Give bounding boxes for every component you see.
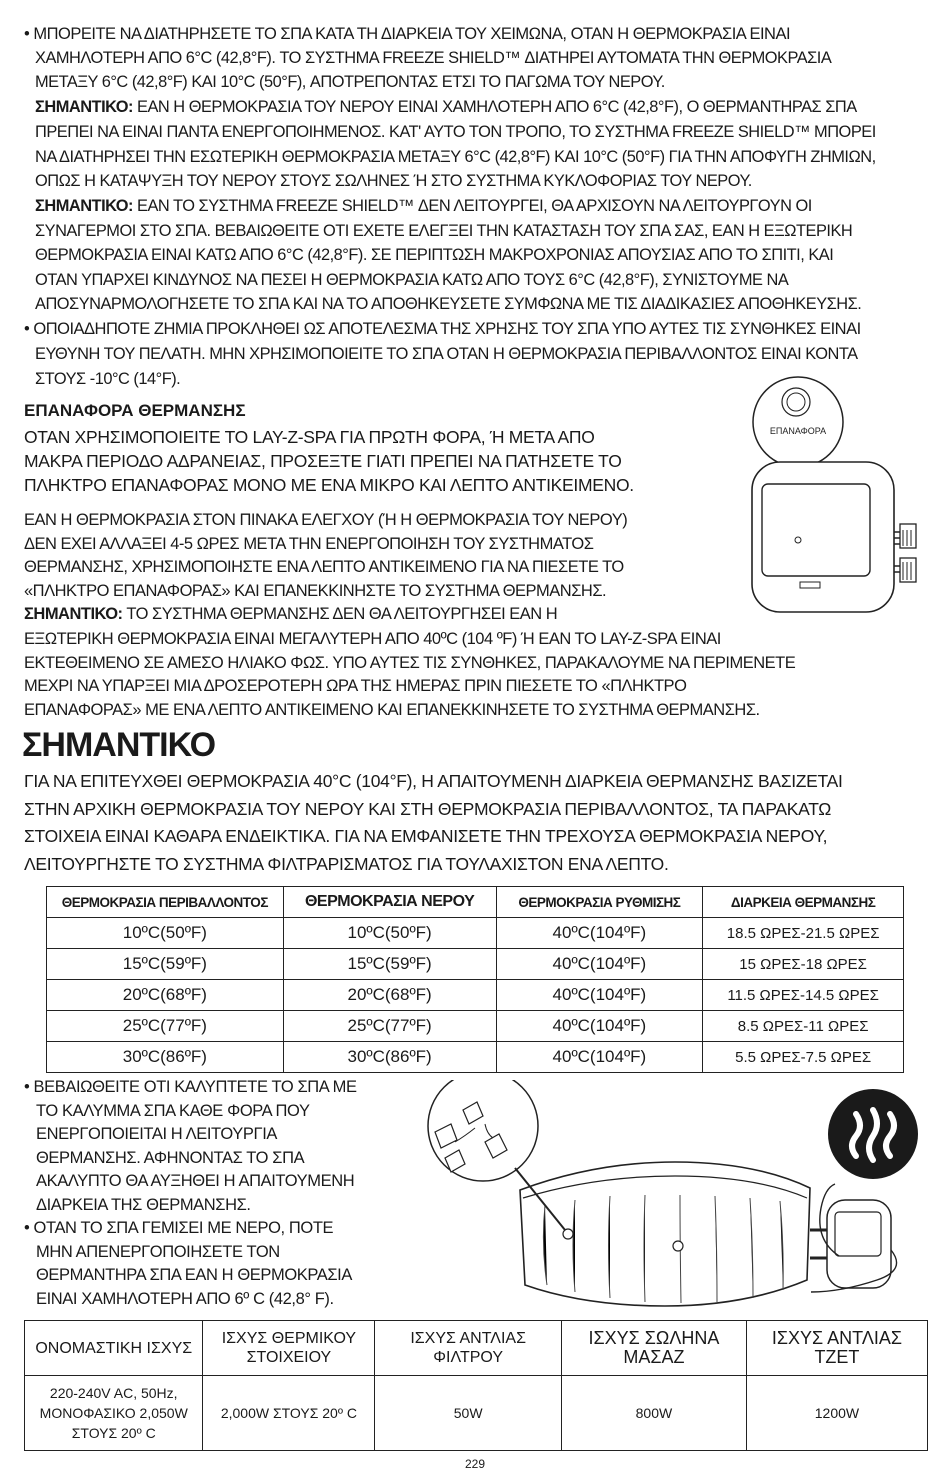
text-line: ΟΠΩΣ Η ΚΑΤΑΨΥΞΗ ΤΟΥ ΝΕΡΟΥ ΣΤΟΥΣ ΣΩΛΗΝΕΣ Ή ΣΤΟ ΣΥΣΤΗΜΑ ΚΥΚΛΟΦΟΡΙΑΣ ΤΟΥ ΝΕΡΟΥ. — [35, 172, 752, 190]
column-header: ΔΙΑΡΚΕΙΑ ΘΕΡΜΑΝΣΗΣ — [703, 887, 904, 918]
text-line — [35, 95, 930, 120]
table-row — [47, 980, 904, 1011]
column-header: ΘΕΡΜΟΚΡΑΣΙΑ ΡΥΘΜΙΣΗΣ — [496, 887, 703, 918]
text-line: ΠΡΕΠΕΙ ΝΑ ΕΙΝΑΙ ΠΑΝΤΑ ΕΝΕΡΓΟΠΟΙΗΜΕΝΟΣ. ΚΑΤ' ΑΥΤΟ ΤΟΝ ΤΡΟΠΟ, ΤΟ ΣΥΣΤΗΜΑ FREEZE SHIELD™ ΜΠΟΡΕΙ — [35, 123, 876, 141]
text-line — [24, 603, 627, 627]
text-line: ΜΕΤΑΞΥ 6°C (42,8°F) ΚΑΙ 10°C (50°F), ΑΠΟΤΡΕΠΟΝΤΑΣ ΕΤΣΙ ΤΟ ΠΑΓΩΜΑ ΤΟΥ ΝΕΡΟΥ. — [35, 73, 665, 91]
column-header: ΘΕΡΜΟΚΡΑΣΙΑ ΠΕΡΙΒΑΛΛΟΝΤΟΣ — [47, 887, 284, 918]
text-line: • ΜΠΟΡΕΙΤΕ ΝΑ ΔΙΑΤΗΡΗΣΕΤΕ ΤΟ ΣΠΑ ΚΑΤΑ ΤΗ ΔΙΑΡΚΕΙΑ ΤΟΥ ΧΕΙΜΩΝΑ, ΟΤΑΝ Η ΘΕΡΜΟΚΡΑΣΙΑ ΕΙΝΑΙ — [24, 25, 791, 43]
text-line: ΘΕΡΜΑΝΤΗΡΑ ΣΠΑ ΕΑΝ Η ΘΕΡΜΟΚΡΑΣΙΑ — [36, 1266, 352, 1284]
heater-reset-illustration — [740, 372, 940, 632]
text-line: ΑΠΟΣΥΝΑΡΜΟΛΟΓΗΣΕΤΕ ΤΟ ΣΠΑ ΚΑΙ ΝΑ ΤΟ ΑΠΟΘΗΚΕΥΣΕΤΕ ΣΥΜΦΩΝΑ ΜΕ ΤΙΣ ΔΙΑΔΙΚΑΣΙΕΣ ΑΠΟΘΗΚΕΥΣΗΣ. — [35, 295, 862, 313]
text-line: ΣΥΝΑΓΕΡΜΟΙ ΣΤΟ ΣΠΑ. ΒΕΒΑΙΩΘΕΙΤΕ ΟΤΙ ΕΧΕΤΕ ΕΛΕΓΞΕΙ ΤΗΝ ΚΑΤΑΣΤΑΣΗ ΤΟΥ ΣΠΑ ΣΑΣ, ΕΑΝ Η ΕΞΩΤΕΡΙΚΗ — [35, 222, 853, 240]
table-cell: 25ºC(77ºF) — [47, 1011, 284, 1042]
text-line: ΜΑΚΡΑ ΠΕΡΙΟΔΟ ΑΔΡΑΝΕΙΑΣ, ΠΡΟΣΕΞΤΕ ΓΙΑΤΙ ΠΡΕΠΕΙ ΝΑ ΠΑΤΗΣΕΤΕ ΤΟ — [24, 451, 622, 471]
table-row — [47, 949, 904, 980]
text-line: ΟΤΑΝ ΥΠΑΡΧΕΙ ΚΙΝΔΥΝΟΣ ΝΑ ΠΕΣΕΙ Η ΘΕΡΜΟΚΡΑΣΙΑ ΚΑΤΩ ΑΠΟ ΤΟΥΣ 6°C (42,8°F), ΣΥΝΙΣΤΟΥΜΕ ΝΑ — [35, 271, 789, 289]
text-line: ΛΕΙΤΟΥΡΓΗΣΤΕ ΤΟ ΣΥΣΤΗΜΑ ΦΙΛΤΡΑΡΙΣΜΑΤΟΣ ΓΙΑ ΤΟΥΛΑΧΙΣΤΟΝ ΕΝΑ ΛΕΠΤΟ. — [24, 853, 669, 874]
table-cell: 10ºC(50ºF) — [283, 918, 496, 949]
page-number: 229 — [464, 1457, 486, 1471]
text-line: ΕΝΕΡΓΟΠΟΙΕΙΤΑΙ Η ΛΕΙΤΟΥΡΓΙΑ — [36, 1125, 277, 1143]
column-header: ΟΝΟΜΑΣΤΙΚΗ ΙΣΧΥΣ — [25, 1321, 203, 1376]
table-cell: 5.5 ΩΡΕΣ-7.5 ΩΡΕΣ — [703, 1042, 904, 1073]
text-line: ΝΑ ΔΙΑΤΗΡΗΣΕΙ ΤΗΝ ΕΣΩΤΕΡΙΚΗ ΘΕΡΜΟΚΡΑΣΙΑ ΜΕΤΑΞΥ 6°C (42,8°F) ΚΑΙ 10°C (50°F) ΓΙΑ ΤΗΝ ΑΠΟΦΥΓΗ ΖΗΜΙΩΝ, — [35, 148, 876, 166]
text-line: ΣΤΟΥΣ -10°C (14°F). — [35, 370, 181, 388]
column-header: ΙΣΧΥΣ ΑΝΤΛΙΑΣ ΤΖΕΤ — [746, 1321, 927, 1376]
table-cell: 40ºC(104ºF) — [496, 918, 703, 949]
text-span: ΤΟ ΣΥΣΤΗΜΑ ΘΕΡΜΑΝΣΗΣ ΔΕΝ ΘΑ ΛΕΙΤΟΥΡΓΗΣΕΙ ΕΑΝ Η — [122, 605, 558, 623]
table-cell: 2,000W ΣΤΟΥΣ 20º C — [203, 1376, 375, 1451]
text-line: ΓΙΑ ΝΑ ΕΠΙΤΕΥΧΘΕΙ ΘΕΡΜΟΚΡΑΣΙΑ 40°C (104°F), Η ΑΠΑΙΤΟΥΜΕΝΗ ΔΙΑΡΚΕΙΑ ΘΕΡΜΑΝΣΗΣ ΒΑΣΙΖΕΤΑΙ — [24, 771, 843, 791]
text-line: ΔΕΝ ΕΧΕΙ ΑΛΛΑΞΕΙ 4-5 ΩΡΕΣ ΜΕΤΑ ΤΗΝ ΕΝΕΡΓΟΠΟΙΗΣΗ ΤΟΥ ΣΥΣΤΗΜΑΤΟΣ — [24, 534, 594, 553]
table-cell: 15ºC(59ºF) — [47, 949, 284, 980]
text-line: ΜΗΝ ΑΠΕΝΕΡΓΟΠΟΙΗΣΕΤΕ ΤΟΝ — [36, 1242, 280, 1261]
text-line: ΟΤΑΝ ΧΡΗΣΙΜΟΠΟΙΕΙΤΕ ΤΟ LAY-Z-SPA ΓΙΑ ΠΡΩΤΗ ΦΟΡΑ, Ή ΜΕΤΑ ΑΠΟ — [24, 427, 595, 447]
column-header: ΘΕΡΜΟΚΡΑΣΙΑ ΝΕΡΟΥ — [283, 887, 496, 918]
text-line: • ΒΕΒΑΙΩΘΕΙΤΕ ΟΤΙ ΚΑΛΥΠΤΕΤΕ ΤΟ ΣΠΑ ΜΕ — [24, 1078, 357, 1096]
table-cell: 800W — [561, 1376, 746, 1451]
text-line: ΕΠΑΝΑΦΟΡΑΣ» ΜΕ ΕΝΑ ΛΕΠΤΟ ΑΝΤΙΚΕΙΜΕΝΟ ΚΑΙ ΕΠΑΝΕΚΚΙΝΗΣΕΤΕ ΤΟ ΣΥΣΤΗΜΑ ΘΕΡΜΑΝΣΗΣ. — [24, 700, 760, 719]
table-cell: 40ºC(104ºF) — [496, 1011, 703, 1042]
table-cell: 20ºC(68ºF) — [47, 980, 284, 1011]
text-line: ΘΕΡΜΑΝΣΗΣ, ΧΡΗΣΙΜΟΠΟΙΗΣΤΕ ΕΝΑ ΛΕΠΤΟ ΑΝΤΙΚΕΙΜΕΝΟ ΓΙΑ ΝΑ ΠΙΕΣΕΤΕ ΤΟ — [24, 558, 624, 576]
important-paragraph — [24, 768, 843, 878]
important-heading: ΣΗΜΑΝΤΙΚΟ — [22, 726, 216, 764]
text-line: ΕΞΩΤΕΡΙΚΗ ΘΕΡΜΟΚΡΑΣΙΑ ΕΙΝΑΙ ΜΕΓΑΛΥΤΕΡΗ ΑΠΟ 40ºC (104 ºF) Ή ΕΑΝ ΤΟ LAY-Z-SPA ΕΙΝΑΙ — [24, 630, 721, 648]
important-label: ΣΗΜΑΝΤΙΚΟ: — [35, 98, 133, 116]
text-line: • ΟΠΟΙΑΔΗΠΟΤΕ ΖΗΜΙΑ ΠΡΟΚΛΗΘΕΙ ΩΣ ΑΠΟΤΕΛΕΣΜΑ ΤΗΣ ΧΡΗΣΗΣ ΤΟΥ ΣΠΑ ΥΠΟ ΑΥΤΕΣ ΤΙΣ ΣΥΝΘΗΚΕΣ ΕΙΝΑΙ — [24, 320, 861, 338]
important-label: ΣΗΜΑΝΤΙΚΟ: — [24, 605, 123, 623]
table-cell: 8.5 ΩΡΕΣ-11 ΩΡΕΣ — [703, 1011, 904, 1042]
table-cell: 25ºC(77ºF) — [283, 1011, 496, 1042]
table-cell: 1200W — [746, 1376, 927, 1451]
text-line: ΔΙΑΡΚΕΙΑ ΤΗΣ ΘΕΡΜΑΝΣΗΣ. — [36, 1195, 251, 1214]
table-cell: 11.5 ΩΡΕΣ-14.5 ΩΡΕΣ — [703, 980, 904, 1011]
spa-cover-illustration — [415, 1080, 935, 1315]
column-header: ΙΣΧΥΣ ΑΝΤΛΙΑΣ ΦΙΛΤΡΟΥ — [375, 1321, 562, 1376]
important-label: ΣΗΜΑΝΤΙΚΟ: — [35, 197, 133, 215]
table-cell: 30ºC(86ºF) — [283, 1042, 496, 1073]
reset-button-label: ΕΠΑΝΑΦΟΡΑ — [769, 426, 827, 436]
text-line: ΕΙΝΑΙ ΧΑΜΗΛΟΤΕΡΗ ΑΠΟ 6º C (42,8° F). — [36, 1289, 334, 1308]
reset-paragraph-1 — [24, 425, 634, 497]
table-cell: 10ºC(50ºF) — [47, 918, 284, 949]
text-line: ΜΕΧΡΙ ΝΑ ΥΠΑΡΞΕΙ ΜΙΑ ΔΡΟΣΕΡΟΤΕΡΗ ΩΡΑ ΤΗΣ ΗΜΕΡΑΣ ΠΡΙΝ ΠΙΕΣΕΤΕ ΤΟ «ΠΛΗΚΤΡΟ — [24, 677, 687, 695]
text-line: ΧΑΜΗΛΟΤΕΡΗ ΑΠΟ 6°C (42,8°F). ΤΟ ΣΥΣΤΗΜΑ FREEZE SHIELD™ ΔΙΑΤΗΡΕΙ ΑΥΤΟΜΑΤΑ ΤΗΝ ΘΕΡΜΟΚΡΑΣΙΑ — [35, 49, 832, 67]
table-cell: 40ºC(104ºF) — [496, 1042, 703, 1073]
text-line: ΣΤΟΙΧΕΙΑ ΕΙΝΑΙ ΚΑΘΑΡΑ ΕΝΔΕΙΚΤΙΚΑ. ΓΙΑ ΝΑ ΕΜΦΑΝΙΣΕΤΕ ΤΗΝ ΤΡΕΧΟΥΣΑ ΘΕΡΜΟΚΡΑΣΙΑ ΝΕΡΟΥ, — [24, 826, 828, 846]
table-cell: 220-240V AC, 50Hz, ΜΟΝΟΦΑΣΙΚΟ 2,050W ΣΤΟΥΣ 20º C — [25, 1376, 203, 1451]
reset-title: ΕΠΑΝΑΦΟΡΑ ΘΕΡΜΑΝΣΗΣ — [24, 401, 246, 420]
text-line: ΕΥΘΥΝΗ ΤΟΥ ΠΕΛΑΤΗ. ΜΗΝ ΧΡΗΣΙΜΟΠΟΙΕΙΤΕ ΤΟ ΣΠΑ ΟΤΑΝ Η ΘΕΡΜΟΚΡΑΣΙΑ ΠΕΡΙΒΑΛΛΟΝΤΟΣ ΕΙΝΑΙ ΚΟΝΤΑ — [35, 345, 858, 363]
table-row — [47, 1011, 904, 1042]
table-cell: 40ºC(104ºF) — [496, 980, 703, 1011]
column-header: ΙΣΧΥΣ ΣΩΛΗΝΑ ΜΑΣΑΖ — [561, 1321, 746, 1376]
table-row — [25, 1376, 928, 1451]
text-line: ΑΚΑΛΥΠΤΟ ΘΑ ΑΥΞΗΘΕΙ Η ΑΠΑΙΤΟΥΜΕΝΗ — [36, 1172, 355, 1190]
table-cell: 30ºC(86ºF) — [47, 1042, 284, 1073]
text-line: ΕΑΝ Η ΘΕΡΜΟΚΡΑΣΙΑ ΣΤΟΝ ΠΙΝΑΚΑ ΕΛΕΓΧΟΥ (Ή Η ΘΕΡΜΟΚΡΑΣΙΑ ΤΟΥ ΝΕΡΟΥ) — [24, 511, 628, 529]
reset-important-continued — [24, 628, 795, 722]
table-cell: 40ºC(104ºF) — [496, 949, 703, 980]
text-line: «ΠΛΗΚΤΡΟ ΕΠΑΝΑΦΟΡΑΣ» ΚΑΙ ΕΠΑΝΕΚΚΙΝΗΣΤΕ ΤΟ ΣΥΣΤΗΜΑ ΘΕΡΜΑΝΣΗΣ. — [24, 581, 607, 600]
heating-time-table — [46, 886, 904, 1073]
power-specs-table — [24, 1320, 928, 1451]
table-row — [47, 918, 904, 949]
table-cell: 18.5 ΩΡΕΣ-21.5 ΩΡΕΣ — [703, 918, 904, 949]
text-line: ΣΤΗΝ ΑΡΧΙΚΗ ΘΕΡΜΟΚΡΑΣΙΑ ΤΟΥ ΝΕΡΟΥ ΚΑΙ ΣΤΗ ΘΕΡΜΟΚΡΑΣΙΑ ΠΕΡΙΒΑΛΛΟΝΤΟΣ, ΤΑ ΠΑΡΑΚΑΤΩ — [24, 798, 832, 819]
table-cell: 15ºC(59ºF) — [283, 949, 496, 980]
table-cell: 50W — [375, 1376, 562, 1451]
cover-bullets — [24, 1076, 357, 1311]
text-span: ΕΑΝ ΤΟ ΣΥΣΤΗΜΑ FREEZE SHIELD™ ΔΕΝ ΛΕΙΤΟΥΡΓΕΙ, ΘΑ ΑΡΧΙΣΟΥΝ ΝΑ ΛΕΙΤΟΥΡΓΟΥΝ ΟΙ — [132, 197, 812, 215]
text-line — [35, 194, 930, 219]
table-cell: 20ºC(68ºF) — [283, 980, 496, 1011]
text-line: ΘΕΡΜΑΝΣΗΣ. ΑΦΗΝΟΝΤΑΣ ΤΟ ΣΠΑ — [36, 1148, 305, 1167]
text-line: ΕΚΤΕΘΕΙΜΕΝΟ ΣΕ ΑΜΕΣΟ ΗΛΙΑΚΟ ΦΩΣ. ΥΠΟ ΑΥΤΕΣ ΤΙΣ ΣΥΝΘΗΚΕΣ, ΠΑΡΑΚΑΛΟΥΜΕ ΝΑ ΠΕΡΙΜΕΝΕΤΕ — [24, 653, 796, 672]
table-header-row — [25, 1321, 928, 1376]
column-header: ΙΣΧΥΣ ΘΕΡΜΙΚΟΥ ΣΤΟΙΧΕΙΟΥ — [203, 1321, 375, 1376]
table-header-row — [47, 887, 904, 918]
text-line: • ΟΤΑΝ ΤΟ ΣΠΑ ΓΕΜΙΣΕΙ ΜΕ ΝΕΡΟ, ΠΟΤΕ — [24, 1219, 334, 1237]
reset-paragraph-2 — [24, 509, 627, 627]
text-line: ΘΕΡΜΟΚΡΑΣΙΑ ΕΙΝΑΙ ΚΑΤΩ ΑΠΟ 6°C (42,8°F). ΣΕ ΠΕΡΙΠΤΩΣΗ ΜΑΚΡΟΧΡΟΝΙΑΣ ΑΠΟΥΣΙΑΣ ΑΠΟ ΤΟ ΣΠΙΤΙ, ΚΑΙ — [35, 246, 834, 264]
table-row — [47, 1042, 904, 1073]
text-line: ΠΛΗΚΤΡΟ ΕΠΑΝΑΦΟΡΑΣ ΜΟΝΟ ΜΕ ΕΝΑ ΜΙΚΡΟ ΚΑΙ ΛΕΠΤΟ ΑΝΤΙΚΕΙΜΕΝΟ. — [24, 475, 634, 495]
text-line: ΤΟ ΚΑΛΥΜΜΑ ΣΠΑ ΚΑΘΕ ΦΟΡΑ ΠΟΥ — [36, 1101, 310, 1120]
table-cell: 15 ΩΡΕΣ-18 ΩΡΕΣ — [703, 949, 904, 980]
text-span: ΕΑΝ Η ΘΕΡΜΟΚΡΑΣΙΑ ΤΟΥ ΝΕΡΟΥ ΕΙΝΑΙ ΧΑΜΗΛΟΤΕΡΗ ΑΠΟ 6°C (42,8°F), Ο ΘΕΡΜΑΝΤΗΡΑΣ ΣΠΑ — [132, 98, 857, 116]
